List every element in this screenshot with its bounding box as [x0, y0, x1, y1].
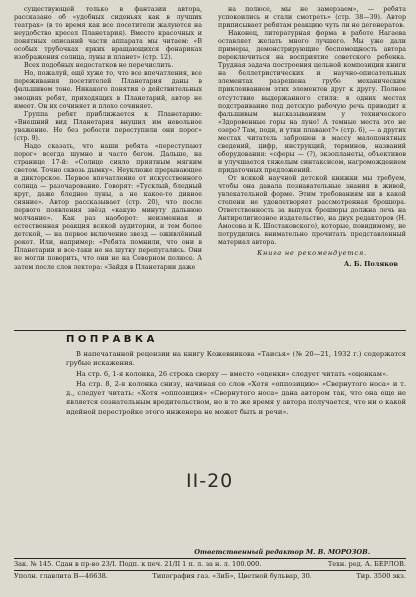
responsible-editor: Ответственный редактор М. В. МОРОЗОВ.	[14, 548, 406, 559]
review-continuation	[14, 6, 406, 328]
order-details: Зак. № 145. Сдан в пр-во 23/I. Подп. к печ. 21/II 1 п. л. за н. л. 100.000.	[14, 560, 262, 568]
corrections-title: ПОПРАВКА	[66, 334, 158, 345]
colophon	[14, 548, 406, 581]
censor-license: Уполн. главлита В—46638.	[14, 572, 108, 580]
correction-paragraph: На стр. 8, 2-я колонка снизу, начиная со слов «Хотя «оппозицию» «Свернутого носа» и т. д., следует читать: «Хотя «оппозиция» «Свернутого носа» дана автором так, что она еще не является сознательным вредительством, но в то же время у автора получается, что ни о какой идейной перестройке этого инженера не может быть и речи».	[66, 379, 406, 416]
corrections-body	[66, 350, 406, 418]
correction-paragraph: В напечатанной рецензии на книгу Кожевникова «Таисья» (№ 20—21, 1932 г.) содержатся грубые искажения.	[66, 350, 406, 368]
review-paragraph: От всякой научной детской книжки мы требуем, чтобы она давала познавательные знания в живой, увлекательной форме. Этим требованиям ни в какой степени не удовлетворяет рассмотренная брошюра. Ответственность за выпуск брошюры должна лечь на Антирелигиозное издательство, на двух редакторов (Н. Амосова и К. Шостаковского), которые, повидимому, не потрудились внимательно прочитать представленный материал автора.	[218, 174, 406, 247]
review-paragraph: Всех подобных недостатков не перечислить.	[24, 62, 174, 70]
review-paragraph: Но, пожалуй, ещё хуже то, что все впечатления, все переживания посетителей Планетария даны в фальшивом тоне. Никакого понятия о действительных эмоциях ребят, приходящих в Планетарий, автор не имеет. Он их сочиняет и плохо сочиняет.	[14, 70, 202, 110]
review-right-column	[218, 6, 406, 328]
printing-line	[14, 571, 406, 581]
review-paragraph: Надо сказать, что наши ребята «переступают порог» всегда шумно и часто бегом. Дальше, на странице 17-й: «Солнце сияло приятным мягким светом. Точно сквозь дымку». Неуклюже прерывающее и дикторское. Первое впечатление от искусственного солнца — разочарование. Говорят: «Тусклый, бледный круг, даже бледнее луны, а не какое-то дивное сияние». Автор рассказывает (стр. 20), что после первого появления звёзд «какую минуту дальнюю молчание». Как раз наоборот: неизменная и естественная реакция всякой аудитории, и тем более детской, — на первое включение звезд — оживлённый рокот. Или, например: «Ребята помнили, что они в Планетарии и все-таки не на шутку перепугались. Они не могли поверить, что они не на Северном полюсе. А затем после слов лектора: «Зайдя в Планетарии даже	[14, 142, 202, 271]
printing-house: Типография газ. «ЗиБ», Цветной бульвар, 30.	[152, 572, 312, 580]
review-paragraph: Группа ребят приближается к Планетарию: «Внешний вид Планетария внушил им невольное уважение. Не без робости переступили они порог» (стр. 9).	[14, 110, 202, 142]
review-author: А. Б. Поляков	[343, 260, 398, 269]
review-signoff	[218, 249, 406, 269]
correction-paragraph: На стр. 6, 1-я колонка, 26 строка сверху — вместо «оценки» следует читать «оценкам».	[76, 369, 389, 378]
review-paragraph: существующей только в фантазии автора, рассказано об «удобных сиденьях как в лучших театрах» (в то время как все посетители жалуются на неудобство кресел Планетария). Вместо красочных и понятных описаний части аппарата мы читаем: «В особых трубочках ярких вращающихся фонариках изображения солнца, луны и планет» (стр. 12).	[14, 6, 202, 62]
review-left-column	[14, 6, 202, 328]
print-run: Тир. 3500 экз.	[356, 572, 406, 580]
review-paragraph: на полюсе, мы не замерзаем», — ребята успокоились и стали смотреть» (стр. 38—39). Автор приписывает ребятам реакцию чуть ли не дегенератов.	[218, 6, 406, 30]
section-divider	[14, 330, 406, 331]
technical-editor: Техн. ред. А. БЕРЛОВ.	[327, 560, 406, 568]
imprint-line	[14, 559, 406, 571]
review-verdict: Книга не рекомендуется.	[257, 249, 367, 258]
handwritten-archive-mark: II-20	[186, 470, 234, 492]
review-paragraph: Наконец, литературная форма в работе Нагаева оставляет желать много лучшего. Мы уже дали примеры, демонстрирующие беспомощность автора переключиться на восприятие советского ребенка. Трудная задача построения цельной композиции книги на беллетристических и научно-описательных элементах разрешена грубо механическим приклеиванием этих элементов друг к другу. Полное отсутствие выдержанного стиля: в одних местах подстраивание под детскую рабочую речь приводит к фальшивым высказываниям у технического «Здоровенные горы на луне! А темные места это не озеро? Там, поди, и утки плавают?» (стр. 6), — а других местах читатель заброшен в массу малопонятных сведений, цифр, инструкций, терминов, названий оборудования: «сферы — (?), экзопланеты, объективов и улучшается тяжелым синтаксисом, нагромождением придаточных предложений.	[218, 30, 406, 174]
